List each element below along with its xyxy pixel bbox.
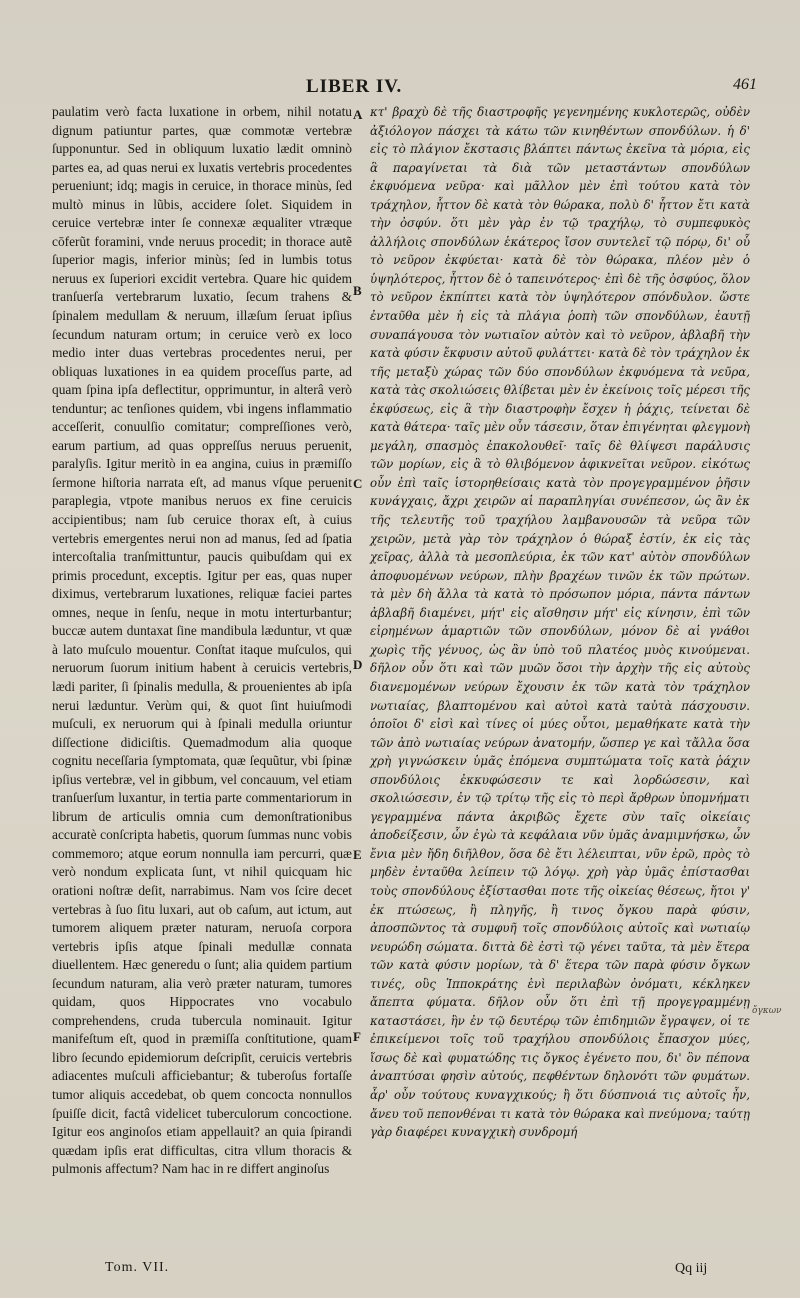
signature-mark: Qq iij [675, 1261, 708, 1276]
greek-text: κτ' βραχὺ δὲ τῆς διαστροφῆς γεγενημένης κυκλοτερῶς, οὐδὲν ἀξιόλογον πάσχει τὰ κάτω τῶν κινηθέντων σπονδύλων. ἡ δ' εἰς τὸ πλάγιον ἔκστασις βλάπτει πάντως ἐκεῖνα τὰ μόρια, εἰς ἃ παραγίνεται τὰ διὰ τῶν μεταστάντων σπονδύλων ἐκφυόμενα νεῦρα· καὶ μᾶλλον μὲν ἐπὶ τούτου κατὰ τὸν τράχηλον, ἧττον δὲ κατὰ τὸν θώρακα, πολὺ δ' ἧττον ἔτι κατὰ τὴν ὀσφύν. ὅτι μὲν γὰρ ἐν τῷ τραχήλῳ, τὸ συμπεφυκὸς ἀλλήλοις σπονδύλων ἑκάτερος ἴσον συντελεῖ τῷ πόρῳ, δι' οὗ τὸ νεῦρον ἐκφύεται· κατὰ δὲ τὸν θώρακα, πλέον μὲν ὁ ὑψηλότερος, ἧττον δὲ ὁ ταπεινότερος· ἐπὶ δὲ τῆς ὀσφύος, ὅλον τὸ νεῦρον ἐκπίπτει κατὰ τὸν ὑψηλότερον σπόνδυλον. ὥστε ἐνταῦθα μὲν ἡ εἰς τὰ πλάγια ῥοπὴ τῶν σπονδύλων, ἑαυτῇ συναπάγουσα τὸν νωτιαῖον αὐτὸν καὶ τὸ νεῦρον, ἀβλαβῆ τὴν κατὰ φύσιν ἔκφυσιν αὐτοῦ φυλάττει· κατὰ δὲ τὸν τράχηλον ἐκ τῆς μεταξὺ χώρας τῶν δύο σπονδύλων ἐκφυόμενα τὰ νεῦρα, κατὰ τὰς σκολιώσεις θλίβεται μὲν ἐν ἐκείνοις τοῖς μέρεσι τῆς ἐκφύσεως, εἰς ἃ τὴν διαστροφὴν ἔσχεν ἡ ῥάχις, τείνεται δὲ κατὰ θάτερα· ταῖς μὲν οὖν τάσεσιν, ὅταν ἐπιγένηται φλεγμονὴ μεγάλη, σπασμὸς ἐπακολουθεῖ· ταῖς δὲ θλίψεσι παράλυσις τῶν μορίων, εἰς ἃ τὸ θλιβόμενον ἀφικνεῖται νεῦρον. εἰκότως οὖν ἐπὶ ταῖς ἱστορηθείσαις κατὰ τὸν προγεγραμμένον ῥῆσιν κυνάγχαις, ἄχρι χειρῶν αἱ παραπληγίαι συνέπεσον, ὡς ἂν ἐκ τῆς τελευτῆς τοῦ τραχήλου λαμβανουσῶν τὰ νεῦρα τῶν χειρῶν, μετὰ γὰρ τὸν τράχηλον ὁ θώραξ ἐστίν, ἐκ εἰς τὰς χεῖρας, ἀλλὰ τὰ μεσοπλεύρια, ἐκ τῶν κατ' αὐτὸν σπονδύλων ἀποφυομένων νεύρων, πλὴν βραχέων τινῶν ἐκ τῶν πρώτων. τὰ μὲν δὴ ἄλλα τὰ κατὰ τὸ πρόσωπον μόρια, πάντα πάντων ἀβλαβῆ διαμένει, μήτ' εἰς αἴσθησιν μήτ' εἰς κίνησιν, ἐπὶ τῶν εἰρημένων ἁμαρτιῶν τῶν σπονδύλων, μόνον δὲ αἱ γνάθοι χωρὶς τῆς γένυος, ὡς ἂν ὑπὸ τοῦ πλατέος μυὸς κινούμεναι. δῆλον οὖν ὅτι καὶ τῶν μυῶν ὅσοι τὴν ἀρχὴν τῆς εἰς αὐτοὺς διανεμομένων νεύρων ἔχουσιν ἐκ τῶν κατὰ τὸν τράχηλον νωτιαίας, βλαπτομένου καὶ αὐτοὶ κατὰ ταὐτὰ πάσχουσιν. ὁποῖοι δ' εἰσὶ καὶ τίνες οἱ μύες οὗτοι, μεμαθήκατε κατὰ τὴν τῶν ἀπὸ νωτιαίας νεύρων ἀνατομήν, ὥσπερ γε καὶ τἄλλα ὅσα χρὴ γιγνώσκειν ὑμᾶς ἑπόμενα συμπτώματα τοῖς κατὰ ῥάχιν σπονδύλοις ἐκκυφώσεσιν τε καὶ λορδώσεσιν, καὶ σκολιώσεσιν, ἐν τῷ τρίτῳ τῆς εἰς τὸ περὶ ἄρθρων ὑπομνήματι γεγραμμένα πάντα ἀκριβῶς ἔχετε σὺν ταῖς οἰκείαις ἀποδείξεσιν, ὧν ἐγὼ τὰ κεφάλαια νῦν ὑμᾶς ἀναμιμνήσκω, ὧν ἔνια μὲν ἤδη διῆλθον, ὅσα δὲ ἔτι λέλειπται, νῦν ἐρῶ, πρὸς τὸ μηδὲν ἐνταῦθα λείπειν τῷ λόγῳ. χρὴ γὰρ ὑμᾶς ἐπίστασθαι τοὺς σπονδύλους ἐξίστασθαι ποτε τῆς οἰκείας θέσεως, ἤτοι γ' ἐκ πτώσεως, ἢ πληγῆς, ἢ τινος ὄγκου παρὰ φύσιν, ἀποσπῶντος τὰ συμφυῆ τοῖς σπονδύλοις αὐτοῖς καὶ νωτιαίῳ νευρώδη σώματα. διττὰ δὲ ἐστὶ τῷ γένει ταῦτα, τὰ μὲν ἕτερα τῶν κατὰ φύσιν μορίων, τὰ δ' ἕτερα τῶν παρὰ φύσιν ὄγκων τινές, οὓς Ἱπποκράτης ἑνὶ περιλαβὼν ὀνόματι, κέκληκεν ἄπεπτα φύματα. δῆλον οὖν ὅτι ἐπὶ τῇ προγεγραμμένῃ καταστάσει, ἣν ἐν τῷ δευτέρῳ τῶν ἐπιδημιῶν ἔγραψεν, οἱ τε ἐπικείμενοι τοῖς τοῦ τραχήλου σπονδύλοις ἔπασχον μύες, ἴσως δὲ καὶ φυματώδης τις ὄγκος ἐγένετο που, δι' ὃν πέπονα ἀναπτύσαι φησὶν αὐτούς, πεφθέντων δηλονότι τῶν φυμάτων. ἆρ' οὖν τούτους κυναγχικούς; ἢ ὅτι δύσπνοιά τις αὐτοῖς ἦν, ἄνευ τοῦ πεπονθέναι τι κατὰ τὸν θώρακα καὶ πνεύμονα; ταύτῃ γὰρ διαφέρει κυναγχικὴ συνδρομή [370, 105, 750, 1140]
section-marker-d: D [353, 657, 363, 672]
section-marker-a: A [353, 107, 363, 122]
latin-column [52, 103, 352, 1179]
section-marker-c: C [353, 476, 363, 491]
volume-signature: Tom. VII. [105, 1260, 170, 1275]
greek-column [370, 103, 750, 1142]
running-head: LIBER IV. [306, 76, 403, 97]
section-marker-f: F [353, 1029, 361, 1044]
section-marker-e: E [353, 847, 362, 862]
margin-note: ὄγκων [752, 1006, 782, 1016]
page-number: 461 [733, 76, 757, 93]
page-header [0, 72, 800, 102]
section-marker-b: B [353, 283, 362, 298]
latin-text: paulatim verò facta luxatione in orbem, nihil notatu dignum patiuntur partes, quæ commotæ vertebræ ſupponuntur. Sed in obliquum luxatio lædit omninò partes ea, ad quas nerui ex luxatis vertebris procedentes perueniunt; idq; magis in ceruice, in thorace minùs, ſed multò minus in lũbis, accidere ſolet. Siquidem in ceruice vertebræ inter ſe connexæ æqualiter vtræque cōferũt foramini, vnde neruus procedit; in thorace autẽ ſuperior magis, inferior minùs; ſed in lumbis totus neruus ex ſuperiori excidit vertebra. Quare hic quidem tranſuerſa vertebrarum luxatio, ſecum trahens & ſpinalem medullam & neruum, illæſum ſeruat ipſius ſecundum naturam ortum; in ceruice verò ex loco medio inter duas vertebras procedentes nerui, per obliquas luxationes in ea quidem proceſſus parte, ad quam ſpina ipſa deflectitur, opprimuntur, in alterâ verò tenduntur; ac tenſiones quidem, vbi ingens inflammatio acceſſerit, conuulſio comitatur; compreſſiones verò, earum partium, ad quas oppreſſus neruus peruenit, paralyſis. Igitur meritò in ea angina, cuius in præmiſſo ſermone hiſtoria narrata eſt, ad manus vſque peruenit paraplegia, vtpote manibus neruos ex fine ceruicis accipientibus; nam ſub ceruice thorax eſt, à cuius vertebris emergentes nerui non ad manus, ſed ad ſpatia intercoſtalia tranſmittuntur, paucis quibuſdam qui ex primis procedunt, exceptis. Igitur per eas, quas nuper diximus, vertebrarum luxationes, reliquæ faciei partes omnes, neque in ſenſu, neque in motu interturbantur; buccæ autem duntaxat ſine mandibula læduntur, vt quæ à lato muſculo mouentur. Conſtat itaque muſculos, qui neruorum ſuorum initium habent à ceruicis vertebris, lædi pariter, ſi ſpinalis medulla, & prouenientes ab ipſa nerui læduntur. Verùm qui, & quot ſint huiuſmodi muſculi, ex neruorum qui à ſpinali medulla oriuntur diſſectione didiciſtis. Quemadmodum alia quoque cognitu neceſſaria ſymptomata, quæ ſequũtur, vbi ſpinæ ipſius vertebræ, vel in gibbum, vel concauum, vel etiam tranſuerſum luxantur, in tertia parte commentariorum in librum de articulis omnia cum demonſtrationibus accuratè conſcripta habetis, quorum ſummas nunc vobis commemoro; atque eorum nonnulla iam percurri, quæ verò nondum explicata ſunt, vt nihil quicquam hic orationi noſtræ deſit, narrabimus. Nam vos ſcire decet vertebras à ſuo ſitu luxari, aut ob caſum, aut ictum, aut tumorem aliquem præter naturam, neruoſa corpora vertebris ipſis atque ſpinali medullæ connata diuellentem. Hæc generedu o ſunt; alia quidem partium ſecundum naturam, alia verò præter naturam, tumores quidam, quos Hippocrates vno vocabulo comprehendens, cruda tubercula nominauit. Igitur manifeſtum eſt, quod in præmiſſa conſtitutione, quam libro ſecundo epidemiorum deſcripſit, ceruicis vertebris adiacentes muſculi afficiebantur; & tuberoſus fortaſſe tumor aliquis accedebat, ob quem concocta nonnullos ſpuiſſe dicit, factâ videlicet tuberculorum concoctione. Igitur eos anginoſos etiam appellauit? an quia ſpirandi quædam ipſis erat difficultas, citra vllum thoracis & pulmonis affectum? Nam hac in re differt anginoſus [52, 104, 352, 1177]
